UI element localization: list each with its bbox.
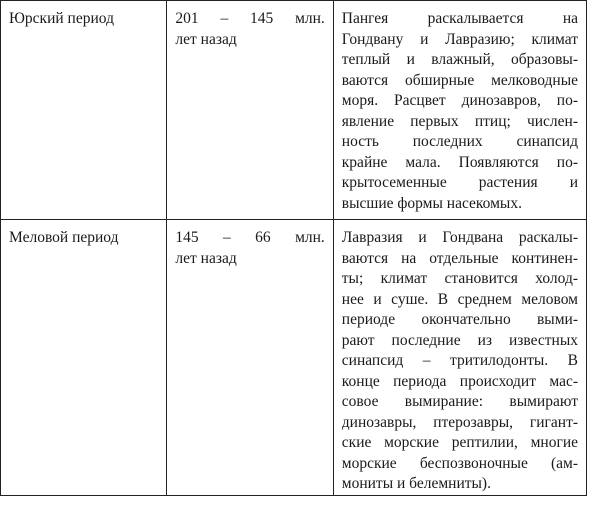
time-range-line: лет назад: [175, 30, 237, 48]
time-range-cell: [167, 220, 333, 496]
description-line: нее и суше. В среднем меловом: [341, 290, 578, 308]
period-name: Меловой период: [9, 229, 119, 246]
time-range: [175, 9, 324, 50]
period-name-cell: [1, 220, 167, 496]
description-line: Пангея раскалывается на: [341, 10, 578, 27]
description-line: периоде окончательно выми-: [341, 311, 578, 328]
description-line: явление первых птиц; числен-: [341, 112, 578, 130]
description-cell: [333, 1, 586, 220]
description-line: синапсид – тритилодонты. В: [341, 352, 578, 369]
description-line: ваются на отдельные континен-: [341, 249, 578, 267]
table-row: [1, 220, 587, 496]
time-range: [175, 228, 324, 269]
description-line: ность последних синапсид: [341, 133, 578, 150]
description-line: Лавразия и Гондвана раскалы-: [341, 229, 578, 246]
description-line: крайне мала. Появляются по-: [341, 153, 578, 171]
period-description: [342, 9, 578, 214]
description-line: теплый и влажный, образовы-: [341, 51, 578, 68]
time-range-line: лет назад: [175, 249, 237, 267]
time-range-cell: [167, 1, 333, 220]
description-line: динозавры, птерозавры, гигант-: [341, 413, 578, 431]
description-cell: [333, 220, 586, 496]
table-row: [1, 1, 587, 220]
description-line: Гондвану и Лавразию; климат: [341, 30, 578, 48]
description-line: высшие формы насекомых.: [341, 194, 522, 212]
description-line: ты; климат становится холод-: [341, 270, 578, 287]
description-line: мониты и белемниты).: [341, 475, 491, 492]
description-line: конце периода происходит мас-: [341, 372, 578, 390]
description-line: совое вымирание: вымирают: [341, 393, 578, 410]
description-line: рают последние из известных: [341, 331, 578, 349]
period-description: [342, 228, 578, 495]
period-name-cell: [1, 1, 167, 220]
description-line: морские беспозвоночные (ам-: [341, 454, 578, 472]
description-line: ские морские рептилии, многие: [341, 434, 578, 451]
time-range-line: 145 – 66 млн.: [175, 229, 325, 246]
description-line: ваются обширные мелководные: [341, 71, 578, 89]
description-line: моря. Расцвет динозавров, по-: [341, 92, 578, 109]
description-line: крытосеменные растения и: [341, 174, 578, 191]
time-range-line: 201 – 145 млн.: [175, 10, 325, 27]
period-name: Юрский период: [9, 10, 114, 27]
